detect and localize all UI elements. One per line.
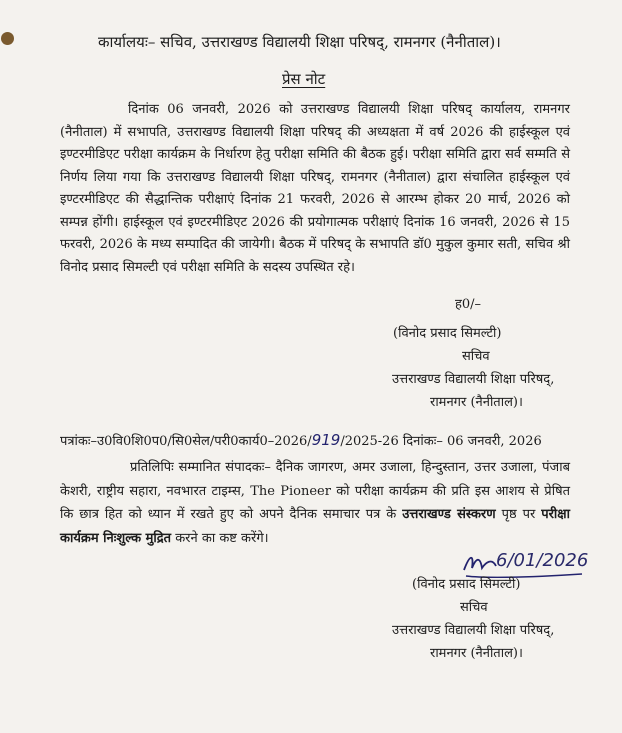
signature-initial: ह0/– — [455, 297, 482, 312]
office-header: कार्यालयः– सचिव, उत्तराखण्ड विद्यालयी शिक्षा परिषद्, रामनगर (नैनीताल)। — [98, 33, 501, 51]
page-title: प्रेस नोट — [282, 70, 326, 88]
signatory-place-2: रामनगर (नैनीताल)। — [430, 646, 523, 661]
edition-emphasis: उत्तराखण्ड संस्करण — [402, 507, 496, 522]
free-print-emphasis: परीक्षा कार्यक्रम निःशुल्क मुद्रित — [60, 507, 570, 546]
signatory-organisation-2: उत्तराखण्ड विद्यालयी शिक्षा परिषद्, — [392, 623, 555, 638]
signatory-organisation: उत्तराखण्ड विद्यालयी शिक्षा परिषद्, — [392, 372, 555, 387]
reference-line — [60, 431, 542, 449]
reference-number: 919 — [311, 431, 341, 449]
signatory-title-2: सचिव — [460, 600, 488, 615]
copy-to-end: करने का कष्ट करेंगे। — [171, 530, 269, 546]
copy-to-paragraph — [60, 456, 570, 550]
copy-to-text: प्रतिलिपिः सम्मानित संपादकः– दैनिक जागरण, अमर उजाला, हिन्दुस्तान, उत्तर उजाला, पंजाब केशरी, राष्ट्रीय सहारा, नवभारत टाइम्स, The Pioneer को परीक्षा कार्यक्रम की प्रति इस आशय से प्रेषित कि छात्र हित को ध्यान में रखते हुए को अपने दैनिक समाचार पत्र के — [60, 460, 570, 522]
copy-to-middle: पृष्ठ पर — [495, 507, 542, 522]
press-note-body: दिनांक 06 जनवरी, 2026 को उत्तराखण्ड विद्यालयी शिक्षा परिषद् कार्यालय, रामनगर (नैनीताल) में सभापति, उत्तराखण्ड विद्यालयी शिक्षा परिषद् की अध्यक्षता में वर्ष 2026 की हाईस्कूल एवं इण्टरमीडिएट परीक्षा कार्यक्रम के निर्धारण हेतु परीक्षा समिति की बैठक हुई। परीक्षा समिति द्वारा सर्व सम्मति से निर्णय लिया गया कि उत्तराखण्ड विद्यालयी शिक्षा परिषद्, रामनगर (नैनीताल) द्वारा संचालित हाईस्कूल एवं इण्टरमीडिएट की सैद्धान्तिक परीक्षाएं दिनांक 21 फरवरी, 2026 से आरम्भ होकर 20 मार्च, 2026 को सम्पन्न होंगी। हाईस्कूल एवं इण्टरमीडिएट 2026 की प्रयोगात्मक परीक्षाएं दिनांक 16 जनवरी, 2026 से 15 फरवरी, 2026 के मध्य सम्पादित की जायेगी। बैठक में परिषद् के सभापति डॉ0 मुकुल कुमार सती, सचिव श्री विनोद प्रसाद सिमल्टी एवं परीक्षा समिति के सदस्य उपस्थित रहे। — [60, 102, 570, 275]
reference-suffix: /2025-26 दिनांकः– 06 जनवरी, 2026 — [340, 434, 542, 449]
handwritten-date: 6/01/2026 — [496, 550, 589, 571]
punch-hole — [1, 32, 14, 45]
signatory-place: रामनगर (नैनीताल)। — [430, 395, 523, 410]
signatory-title: सचिव — [462, 349, 490, 364]
signatory-name: (विनोद प्रसाद सिमल्टी) — [393, 326, 502, 341]
signatory-name-2: (विनोद प्रसाद सिमल्टी) — [412, 577, 521, 592]
reference-prefix: पत्रांकः–उ0वि0शि0प0/सि0सेल/परी0कार्य0–2026/ — [60, 434, 312, 449]
